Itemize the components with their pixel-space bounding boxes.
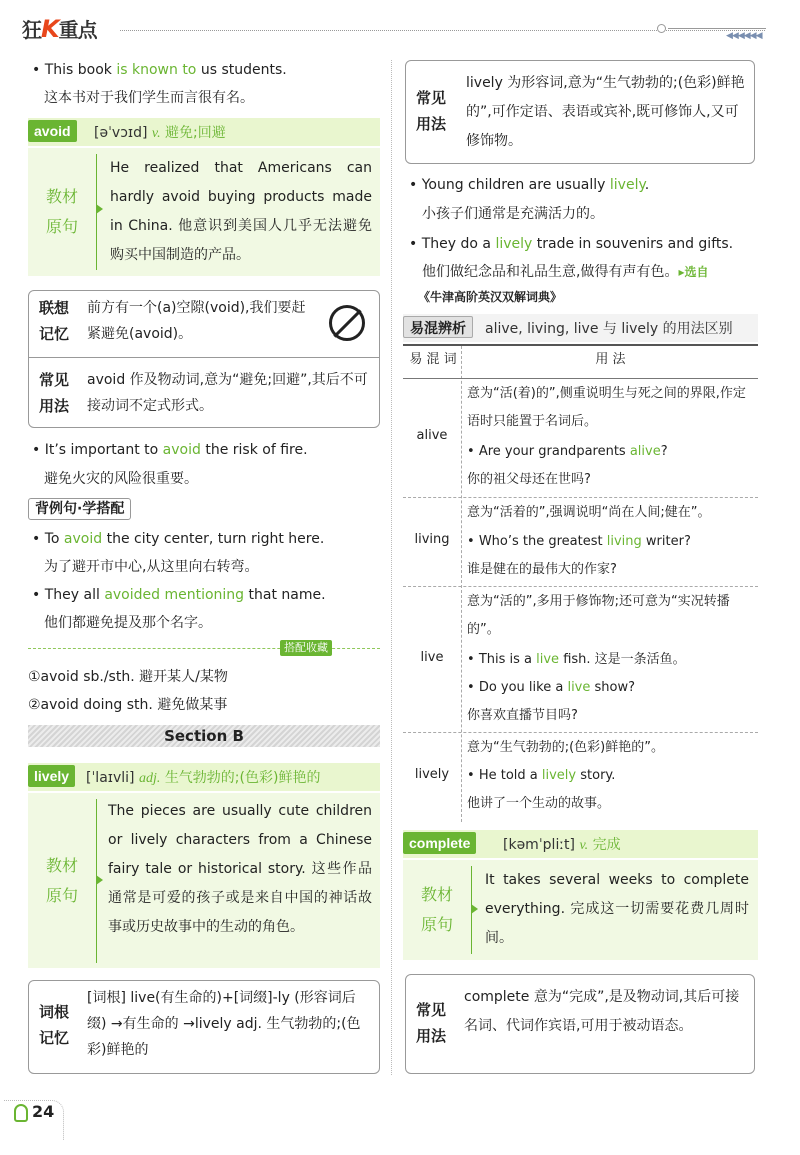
table-translation: 他讲了一个生动的故事。	[467, 796, 611, 811]
headword: lively	[28, 765, 75, 787]
row-divider	[403, 497, 758, 498]
table-word: alive	[416, 428, 448, 443]
usage-text: lively 为形容词,意为“生气勃勃的;(色彩)鲜艳的”,可作定语、表语或宾补,既可修饰人,又可修饰物。	[466, 75, 745, 149]
example-sentence: • They do a lively trade in souvenirs and gifts.	[409, 236, 734, 252]
triangle-icon	[96, 204, 103, 214]
collocation-item: ②avoid doing sth. 避免做某事	[28, 697, 228, 713]
table-example: • He told a lively story.	[467, 768, 616, 783]
word-header-complete	[403, 830, 758, 858]
table-usage: 意为“活的”,多用于修饰物;还可意为“实况转播的”。	[467, 594, 730, 637]
textbook-sentence-box	[28, 793, 380, 968]
triangle-icon	[471, 904, 478, 914]
example-sentence: • This book is known to us students.	[32, 62, 287, 78]
page-number: 24	[14, 1102, 54, 1122]
brand-logo: 狂K重点	[22, 15, 97, 43]
row-divider	[403, 586, 758, 587]
word-header-avoid	[28, 118, 380, 146]
collocation-badge: 搭配收藏	[280, 640, 332, 656]
table-example: • Do you like a live show?	[467, 680, 636, 695]
box-label: 教材 原句	[45, 187, 78, 236]
headword: avoid	[28, 120, 77, 142]
page-header	[0, 0, 800, 52]
table-example: • This is a live fish. 这是一条活鱼。	[467, 652, 686, 667]
usage-box-lively	[405, 60, 755, 164]
example-sentence: • Young children are usually lively.	[409, 177, 650, 193]
table-example: • Who’s the greatest living writer?	[467, 534, 691, 549]
confusion-table	[403, 344, 758, 820]
table-rule	[403, 378, 758, 379]
word-header-lively	[28, 763, 380, 791]
collocation-item: ①avoid sb./sth. 避开某人/某物	[28, 669, 228, 685]
table-header: 易 混 词	[409, 352, 457, 367]
example-translation: 小孩子们通常是充满活力的。	[422, 206, 604, 222]
headword: complete	[403, 832, 476, 854]
box-label: 词根 记忆	[39, 1003, 70, 1047]
example-sentence: • It’s important to avoid the risk of fire.	[32, 442, 308, 458]
source-book: 《牛津高阶英汉双解词典》	[418, 290, 563, 304]
arrows-icon: ◀◀◀◀◀◀	[726, 31, 762, 41]
example-translation: 他们都避免提及那个名字。	[44, 615, 212, 631]
box-label: 常见 用法	[416, 1001, 447, 1045]
column-divider	[391, 60, 392, 1075]
example-translation: 避免火灾的风险很重要。	[44, 471, 198, 487]
table-header: 用 法	[595, 352, 626, 367]
example-translation: 为了避开市中心,从这里向右转弯。	[44, 559, 259, 575]
table-word: living	[414, 532, 450, 547]
example-sentence: • They all avoided mentioning that name.	[32, 587, 326, 603]
textbook-sentence-box	[28, 148, 380, 276]
table-col-divider	[461, 346, 462, 822]
confusion-header	[403, 314, 758, 342]
table-usage: 意为“活(着)的”,侧重说明生与死之间的界限,作定语时只能置于名词后。	[467, 386, 746, 429]
table-word: live	[420, 650, 444, 665]
box-label: 常见 用法	[416, 89, 447, 133]
table-word: lively	[414, 767, 450, 782]
example-translation: 这本书对于我们学生而言很有名。	[44, 90, 254, 106]
balloon-icon	[14, 1104, 28, 1122]
phonetic: [kəmˈpliːt] v. 完成	[503, 837, 621, 853]
table-usage: 意为“生气勃勃的;(色彩)鲜艳的”。	[467, 740, 664, 755]
memory-text: 前方有一个(a)空隙(void),我们要赶紧避免(avoid)。	[87, 300, 306, 342]
textbook-sentence-box	[403, 860, 758, 960]
box-label: 教材 原句	[45, 856, 78, 905]
textbook-sentence: The pieces are usually cute children or lively characters from a Chinese fairy tale or historical story. 这些作品通常是可爱的孩子或是来自中国的神话故事或历史故事中的生动的角色。	[108, 803, 372, 935]
textbook-sentence: He realized that Americans can hardly avoid buying products made in China. 他意识到美国人几乎无法避免购买中国制造的产品。	[110, 160, 372, 263]
confusion-tag: 易混辨析	[403, 316, 473, 338]
header-circle-icon	[657, 24, 666, 33]
confusion-title: alive, living, live 与 lively 的用法区别	[485, 321, 733, 337]
section-banner: Section B	[28, 725, 380, 747]
table-translation: 谁是健在的最伟大的作家?	[467, 562, 617, 577]
row-divider	[403, 732, 758, 733]
example-sentence: • To avoid the city center, turn right here.	[32, 531, 325, 547]
textbook-sentence: It takes several weeks to complete everything. 完成这一切需要花费几周时间。	[485, 872, 749, 946]
divider	[29, 357, 379, 358]
memory-usage-box	[28, 290, 380, 428]
box-label: 常见 用法	[39, 371, 70, 415]
phonetic: [əˈvɔɪd] v. 避免;回避	[94, 125, 226, 141]
usage-text: complete 意为“完成”,是及物动词,其后可接名词、代词作宾语,可用于被动语态。	[464, 989, 740, 1034]
table-translation: 你的祖父母还在世吗?	[467, 472, 591, 487]
triangle-icon	[96, 875, 103, 885]
example-translation: 他们做纪念品和礼品生意,做得有声有色。▸选自	[422, 264, 709, 280]
root-memory-box	[28, 980, 380, 1074]
table-example: • Are your grandparents alive?	[467, 444, 668, 459]
table-usage: 意为“活着的”,强调说明“尚在人间;健在”。	[467, 505, 711, 520]
table-translation: 你喜欢直播节目吗?	[467, 708, 578, 723]
header-rule	[120, 30, 765, 31]
root-text: [词根] live(有生命的)+[词缀]-ly (形容词后缀) →有生命的 →lively adj. 生气勃勃的;(色彩)鲜艳的	[87, 990, 361, 1058]
no-entry-icon	[329, 305, 365, 341]
box-label: 教材 原句	[420, 885, 453, 934]
header-rule-2	[668, 28, 766, 29]
usage-text: avoid 作及物动词,意为“避免;回避”,其后不可接动词不定式形式。	[87, 372, 368, 414]
usage-box-complete	[405, 974, 755, 1074]
section-pill: 背例句·学搭配	[28, 498, 131, 520]
box-label: 联想 记忆	[39, 299, 70, 343]
phonetic: [ˈlaɪvli] adj. 生气勃勃的;(色彩)鲜艳的	[86, 770, 321, 786]
